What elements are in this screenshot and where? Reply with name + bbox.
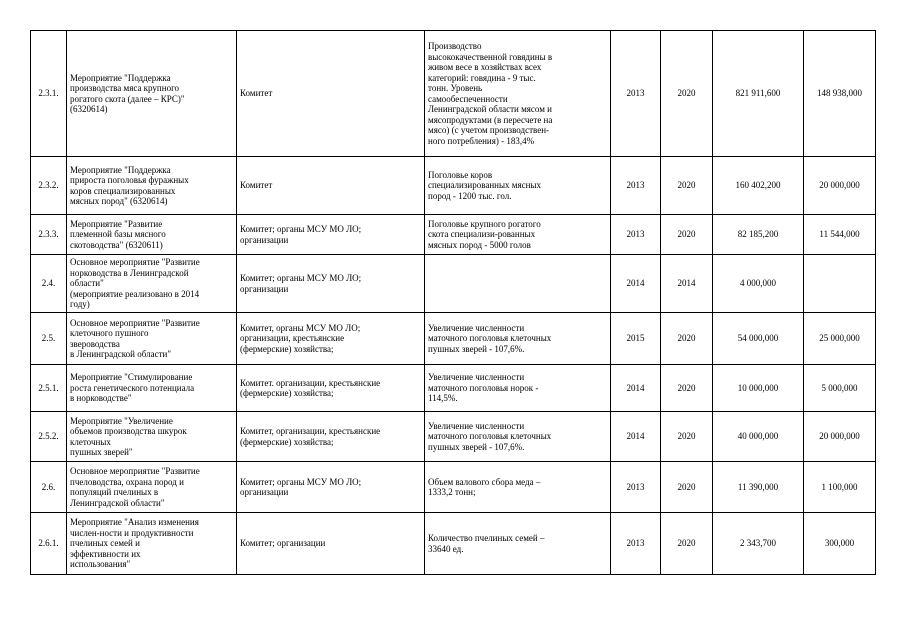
expected-result: Увеличение численности маточного поголовья норок - 114,5%. [425, 365, 611, 412]
expected-result [425, 255, 611, 313]
executor: Комитет, организации, крестьянские (фермерские) хозяйства; [237, 412, 425, 462]
funding-total: 10 000,000 [713, 365, 804, 412]
funding-regional: 1 100,000 [804, 462, 876, 513]
expected-result: Количество пчелиных семей – 33640 ед. [425, 513, 611, 575]
measure-name: Мероприятие "Поддержка производства мяса крупного рогатого скота (далее – КРС)" (6320614) [67, 31, 237, 157]
end-year: 2020 [661, 462, 713, 513]
start-year: 2014 [611, 365, 661, 412]
start-year: 2013 [611, 31, 661, 157]
expected-result: Увеличение численности маточного поголовья клеточных пушных зверей - 107,6%. [425, 412, 611, 462]
expected-result: Поголовье крупного рогатого скота специализи-рованных мясных пород - 5000 голов [425, 215, 611, 255]
funding-total: 11 390,000 [713, 462, 804, 513]
funding-regional: 11 544,000 [804, 215, 876, 255]
end-year: 2020 [661, 365, 713, 412]
executor: Комитет, органы МСУ МО ЛО; организации, крестьянские (фермерские) хозяйства; [237, 313, 425, 365]
expected-result: Поголовье коров специализированных мясных пород - 1200 тыс. гол. [425, 157, 611, 215]
end-year: 2020 [661, 31, 713, 157]
measure-name: Мероприятие "Развитие племенной базы мясного скотоводства" (6320611) [67, 215, 237, 255]
end-year: 2020 [661, 157, 713, 215]
expected-result: Увеличение численности маточного поголовья клеточных пушных зверей - 107,6%. [425, 313, 611, 365]
start-year: 2013 [611, 513, 661, 575]
row-number: 2.3.1. [31, 31, 67, 157]
executor: Комитет; органы МСУ МО ЛО; организации [237, 215, 425, 255]
measure-name: Основное мероприятие "Развитие норководства в Ленинградской области" (мероприятие реализовано в 2014 году) [67, 255, 237, 313]
executor: Комитет [237, 157, 425, 215]
expected-result: Объем валового сбора меда – 1333,2 тонн; [425, 462, 611, 513]
row-number: 2.6.1. [31, 513, 67, 575]
funding-regional: 20 000,000 [804, 412, 876, 462]
measure-name: Мероприятие "Анализ изменения числен-ности и продуктивности пчелиных семей и эффективности их использования" [67, 513, 237, 575]
funding-total: 82 185,200 [713, 215, 804, 255]
funding-regional: 148 938,000 [804, 31, 876, 157]
start-year: 2014 [611, 412, 661, 462]
program-measures-table [30, 30, 876, 575]
measure-name: Мероприятие "Поддержка прироста поголовья фуражных коров специализированных мясных пород" (6320614) [67, 157, 237, 215]
table-row [31, 313, 876, 365]
start-year: 2013 [611, 157, 661, 215]
executor: Комитет; организации [237, 513, 425, 575]
table-row [31, 31, 876, 157]
funding-total: 54 000,000 [713, 313, 804, 365]
funding-regional: 20 000,000 [804, 157, 876, 215]
funding-total: 4 000,000 [713, 255, 804, 313]
end-year: 2020 [661, 513, 713, 575]
executor: Комитет; органы МСУ МО ЛО; организации [237, 255, 425, 313]
funding-total: 40 000,000 [713, 412, 804, 462]
end-year: 2020 [661, 313, 713, 365]
end-year: 2020 [661, 412, 713, 462]
measure-name: Мероприятие "Увеличение объемов производства шкурок клеточных пушных зверей" [67, 412, 237, 462]
row-number: 2.4. [31, 255, 67, 313]
row-number: 2.5.2. [31, 412, 67, 462]
executor: Комитет; органы МСУ МО ЛО; организации [237, 462, 425, 513]
table-row [31, 215, 876, 255]
row-number: 2.3.2. [31, 157, 67, 215]
end-year: 2014 [661, 255, 713, 313]
table-row [31, 412, 876, 462]
table-row [31, 157, 876, 215]
funding-total: 2 343,700 [713, 513, 804, 575]
row-number: 2.5. [31, 313, 67, 365]
start-year: 2013 [611, 215, 661, 255]
measure-name: Основное мероприятие "Развитие клеточного пушного звероводства в Ленинградской области" [67, 313, 237, 365]
expected-result: Производство высококачественной говядины в живом весе в хозяйствах всех категорий: говядина - 9 тыс. тонн. Уровень самообеспеченности Ленинградской области мясом и мясопродуктами (в пересчете на мясо) (с учетом производствен- ного потребления) - 183,4% [425, 31, 611, 157]
table-row [31, 365, 876, 412]
measure-name: Основное мероприятие "Развитие пчеловодства, охрана пород и популяций пчелиных в Ленинградской области" [67, 462, 237, 513]
end-year: 2020 [661, 215, 713, 255]
measure-name: Мероприятие "Стимулирование роста генетического потенциала в норководстве" [67, 365, 237, 412]
start-year: 2014 [611, 255, 661, 313]
funding-regional [804, 255, 876, 313]
start-year: 2015 [611, 313, 661, 365]
funding-regional: 300,000 [804, 513, 876, 575]
table-row [31, 255, 876, 313]
table-row [31, 462, 876, 513]
table-row [31, 513, 876, 575]
row-number: 2.5.1. [31, 365, 67, 412]
funding-regional: 5 000,000 [804, 365, 876, 412]
executor: Комитет. организации, крестьянские (фермерские) хозяйства; [237, 365, 425, 412]
funding-total: 821 911,600 [713, 31, 804, 157]
start-year: 2013 [611, 462, 661, 513]
row-number: 2.6. [31, 462, 67, 513]
row-number: 2.3.3. [31, 215, 67, 255]
funding-regional: 25 000,000 [804, 313, 876, 365]
executor: Комитет [237, 31, 425, 157]
funding-total: 160 402,200 [713, 157, 804, 215]
